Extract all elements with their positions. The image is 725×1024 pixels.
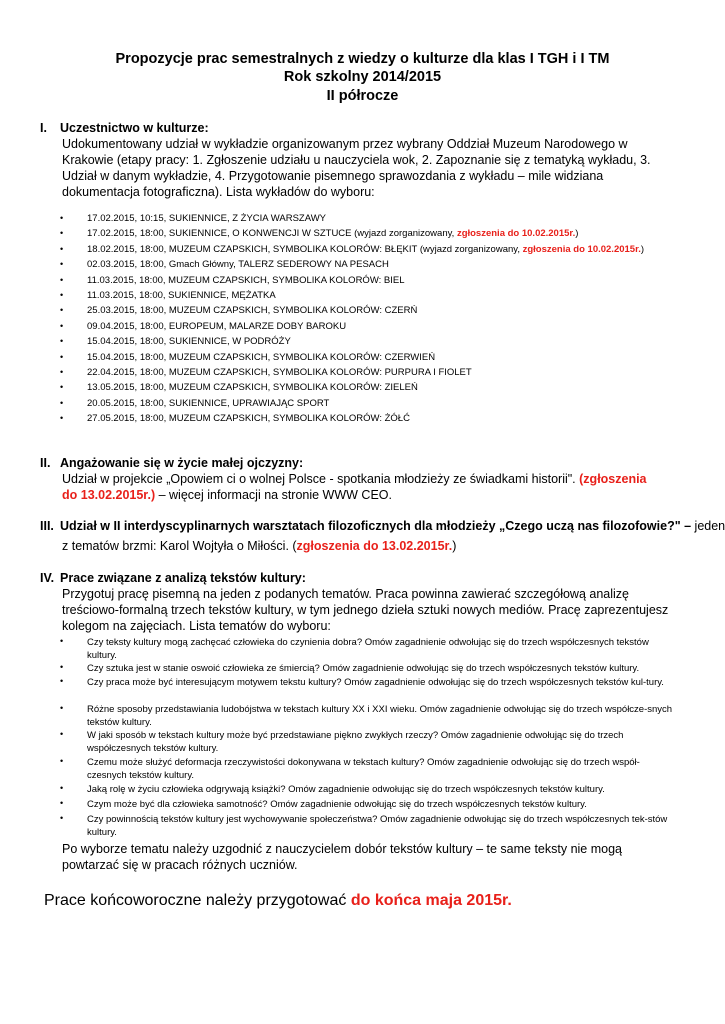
- section-3-text: z tematów brzmi: Karol Wojtyła o Miłości. (zgłoszenia do 13.02.2015r.): [62, 539, 457, 553]
- section-2-text: Udział w projekcie „Opowiem ci o wolnej Polsce - spotkania młodzieży ze świadkami historii". (zgłoszenia do 13.02.2015r.) – więcej informacji na stronie WWW CEO.: [62, 472, 647, 502]
- school-year: Rok szkolny 2014/2015: [283, 69, 442, 85]
- bullet-icon: •: [60, 290, 64, 300]
- bullet-icon: •: [60, 798, 64, 808]
- lecture-item: 15.04.2015, 18:00, MUZEUM CZAPSKICH, SYMBOLIKA KOLORÓW: CZERWIEŃ: [87, 351, 436, 363]
- section-4-closing: Po wyborze tematu należy uzgodnić z nauczycielem dobór tekstów kultury – te same teksty nie mogą powtarzać się w pracach różnych uczniów.: [62, 842, 622, 872]
- bullet-icon: •: [60, 703, 64, 713]
- section-1-text: Udokumentowany udział w wykładzie organizowanym przez wybrany Oddział Muzeum Narodowego w Krakowie (etapy pracy: 1. Zgłoszenie udziału u nauczyciela wok, 2. Zapoznanie się z tematyką wykładu, 3. Udział w danym wykładzie, 4. Przygotowanie pisemnego sprawozdania z wykładu – mile widziana dokumentacja fotograficzna). Lista wykładów do wyboru:: [62, 137, 651, 199]
- lecture-item: 11.03.2015, 18:00, MUZEUM CZAPSKICH, SYMBOLIKA KOLORÓW: BIEL: [87, 274, 405, 286]
- bullet-icon: •: [60, 351, 64, 362]
- bullet-icon: •: [60, 413, 64, 424]
- lecture-item: 13.05.2015, 18:00, MUZEUM CZAPSKICH, SYMBOLIKA KOLORÓW: ZIELEŃ: [87, 382, 418, 394]
- bullet-icon: •: [60, 243, 64, 254]
- section-2-heading: [40, 456, 303, 470]
- topic-item: Czym może być dla człowieka samotność? Omów zagadnienie odwołując się do trzech współczesnych tekstów kultury.: [87, 799, 587, 810]
- bullet-icon: •: [60, 274, 64, 285]
- section-1-heading: [40, 121, 209, 135]
- bullet-icon: •: [60, 729, 64, 739]
- section-2-title: Angażowanie się w życie małej ojczyzny:: [60, 456, 304, 470]
- bullet-icon: •: [60, 756, 64, 766]
- section-4-text: Przygotuj pracę pisemną na jeden z podanych tematów. Praca powinna zawierać szczegółową analizę treściowo-formalną trzech tekstów kultury, w tym jednego dzieła sztuki nowych mediów. Pracę zaprezentujesz kolegom na zajęciach. Lista tematów do wyboru:: [62, 587, 669, 633]
- bullet-icon: •: [60, 259, 64, 270]
- section-4-heading: [40, 571, 306, 585]
- bullet-icon: •: [60, 228, 64, 239]
- topic-item: Czy powinnością tekstów kultury jest wychowywanie społeczeństwa? Omów zagadnienie odwołując się do trzech współczesnych tek-stów kultury.: [87, 814, 668, 838]
- lecture-item: 15.04.2015, 18:00, SUKIENNICE, W PODRÓŻY: [87, 336, 291, 348]
- topic-item: W jaki sposób w tekstach kultury może być przedstawiane piękno zwykłych rzeczy? Omów zagadnienie odwołując się do trzech współczesnych tekstów kultury.: [87, 730, 624, 754]
- section-1-title: Uczestnictwo w kulturze:: [60, 121, 209, 135]
- section-4-number: IV.: [40, 571, 55, 585]
- doc-title: Propozycje prac semestralnych z wiedzy o kulturze dla klas I TGH i I TM: [115, 51, 610, 67]
- bullet-icon: •: [60, 783, 64, 793]
- lecture-item: 22.04.2015, 18:00, MUZEUM CZAPSKICH, SYMBOLIKA KOLORÓW: PURPURA I FIOLET: [87, 367, 472, 378]
- bullet-icon: •: [60, 397, 64, 408]
- lecture-item: 11.03.2015, 18:00, SUKIENNICE, MĘŻATKA: [87, 290, 276, 301]
- lecture-item: 02.03.2015, 18:00, Gmach Główny, TALERZ SEDEROWY NA PESACH: [87, 259, 389, 271]
- topic-item: Różne sposoby przedstawiania ludobójstwa w tekstach kultury XX i XXI wieku. Omów zagadnienie odwołując się do trzech współcze-snych tekstów kultury.: [87, 704, 673, 728]
- section-3-heading: III. Udział w II interdyscyplinarnych warsztatach filozoficznych dla młodzieży „Czego uczą nas filozofowie?" – jeden: [40, 519, 725, 533]
- section-2-number: II.: [40, 456, 51, 470]
- lecture-item: 20.05.2015, 18:00, SUKIENNICE, UPRAWIAJĄC SPORT: [87, 397, 330, 409]
- bullet-icon: •: [60, 213, 64, 223]
- bullet-icon: •: [60, 813, 64, 823]
- bullet-icon: •: [60, 320, 64, 331]
- topic-item: Czy sztuka jest w stanie oswoić człowieka ze śmiercią? Omów zagadnienie odwołując się do trzech współczesnych tekstów kultury.: [87, 663, 640, 674]
- topic-item: Czy praca może być interesującym motywem tekstu kultury? Omów zagadnienie odwołując się do trzech współczesnych tekstów kul-tury.: [87, 677, 664, 688]
- topic-item: Czemu może służyć deformacja rzeczywistości dokonywana w tekstach kultury? Omów zagadnienie odwołując się do trzech współ-czesnych tekstów kultury.: [87, 757, 640, 781]
- section-3-title: Udział w II interdyscyplinarnych warsztatach filozoficznych dla młodzieży „Czego uczą nas filozofowie?" –: [60, 519, 692, 533]
- bullet-icon: •: [60, 305, 64, 316]
- bullet-icon: •: [60, 382, 64, 393]
- bullet-icon: •: [60, 336, 64, 347]
- topic-item: Czy teksty kultury mogą zachęcać człowieka do czynienia dobra? Omów zagadnienie odwołując się do trzech współczesnych tekstów kultury.: [87, 637, 649, 661]
- bullet-icon: •: [60, 676, 64, 686]
- bullet-icon: •: [60, 662, 64, 672]
- lecture-item: 09.04.2015, 18:00, EUROPEUM, MALARZE DOBY BAROKU: [87, 320, 347, 332]
- footer-deadline: Prace końcoworoczne należy przygotować do końca maja 2015r.: [44, 892, 512, 909]
- lecture-item: 17.02.2015, 18:00, SUKIENNICE, O KONWENCJI W SZTUCE (wyjazd zorganizowany, zgłoszenia do 10.02.2015r.): [87, 228, 579, 240]
- lecture-item: 18.02.2015, 18:00, MUZEUM CZAPSKICH, SYMBOLIKA KOLORÓW: BŁĘKIT (wyjazd zorganizowany, zgłoszenia do 10.02.2015r.): [87, 243, 645, 255]
- semester: II półrocze: [326, 88, 399, 104]
- lecture-item: 27.05.2015, 18:00, MUZEUM CZAPSKICH, SYMBOLIKA KOLORÓW: ŻÓŁĆ: [87, 413, 410, 425]
- topic-item: Jaką rolę w życiu człowieka odgrywają książki? Omów zagadnienie odwołując się do trzech współczesnych tekstów kultury.: [87, 784, 605, 795]
- bullet-icon: •: [60, 367, 64, 377]
- section-1-number: I.: [40, 121, 47, 135]
- bullet-icon: •: [60, 636, 64, 646]
- lecture-item: 25.03.2015, 18:00, MUZEUM CZAPSKICH, SYMBOLIKA KOLORÓW: CZERŃ: [87, 305, 418, 317]
- section-4-title: Prace związane z analizą tekstów kultury:: [60, 571, 306, 585]
- section-3-number: III.: [40, 519, 54, 533]
- lecture-item: 17.02.2015, 10:15, SUKIENNICE, Z ŻYCIA WARSZAWY: [87, 213, 326, 224]
